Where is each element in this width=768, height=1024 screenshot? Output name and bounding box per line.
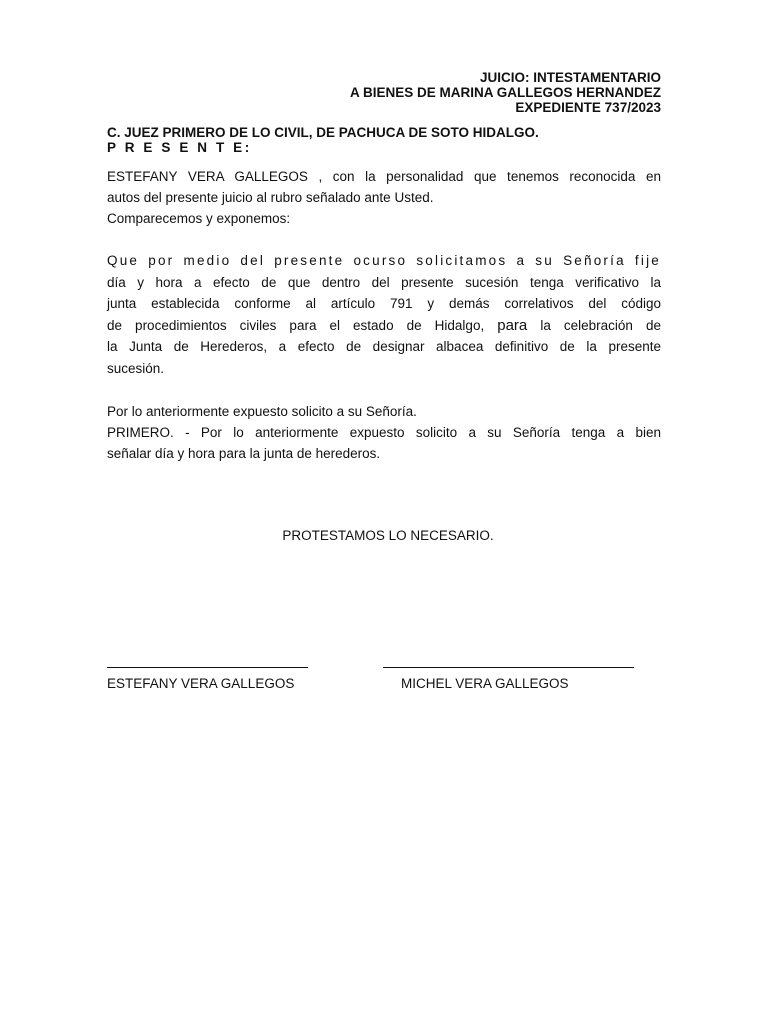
request-line: Que por medio del presente ocurso solicitamos a su Señoría fije xyxy=(107,253,661,268)
case-type: JUICIO: INTESTAMENTARIO xyxy=(480,70,661,85)
request-line-part: la celebración de xyxy=(540,317,661,333)
case-header xyxy=(350,70,661,115)
intro-line: autos del presente juicio al rubro señalado ante Usted. xyxy=(107,190,434,205)
request-line xyxy=(107,315,661,337)
intro-line: Comparecemos y exponemos: xyxy=(107,211,291,226)
request-line: sucesión. xyxy=(107,360,165,376)
request-line-part: de procedimientos civiles para el estado de Hidalgo, xyxy=(107,317,485,333)
request-line: junta establecida conforme al artículo 791 y demás correlativos del código xyxy=(107,296,661,311)
signature-line-left xyxy=(107,667,308,668)
petition-paragraph xyxy=(107,401,661,464)
petition-line: señalar día y hora para la junta de herederos. xyxy=(107,446,381,461)
request-paragraph xyxy=(107,250,661,379)
estate-of: A BIENES DE MARINA GALLEGOS HERNANDEZ xyxy=(349,85,661,100)
signature-line-right xyxy=(383,667,634,668)
closing-statement: PROTESTAMOS LO NECESARIO. xyxy=(282,528,494,543)
judge-title: C. JUEZ PRIMERO DE LO CIVIL, DE PACHUCA DE SOTO HIDALGO. xyxy=(107,125,539,140)
presente-label: P R E S E N T E: xyxy=(107,140,252,155)
petition-line: PRIMERO. - Por lo anteriormente expuesto solicito a su Señoría tenga a bien xyxy=(107,425,661,440)
intro-paragraph xyxy=(107,166,661,229)
case-number: EXPEDIENTE 737/2023 xyxy=(515,100,661,115)
request-line-part: para xyxy=(497,316,528,334)
addressee xyxy=(107,125,539,155)
request-line: día y hora a efecto de que dentro del presente sucesión tenga verificativo la xyxy=(107,274,661,290)
petition-line: Por lo anteriormente expuesto solicito a su Señoría. xyxy=(107,404,417,419)
intro-line: ESTEFANY VERA GALLEGOS , con la personalidad que tenemos reconocida en xyxy=(107,169,661,184)
request-line: la Junta de Herederos, a efecto de designar albacea definitivo de la presente xyxy=(107,339,661,354)
signatory-name-left: ESTEFANY VERA GALLEGOS xyxy=(107,676,295,691)
signatory-name-right: MICHEL VERA GALLEGOS xyxy=(401,676,569,691)
